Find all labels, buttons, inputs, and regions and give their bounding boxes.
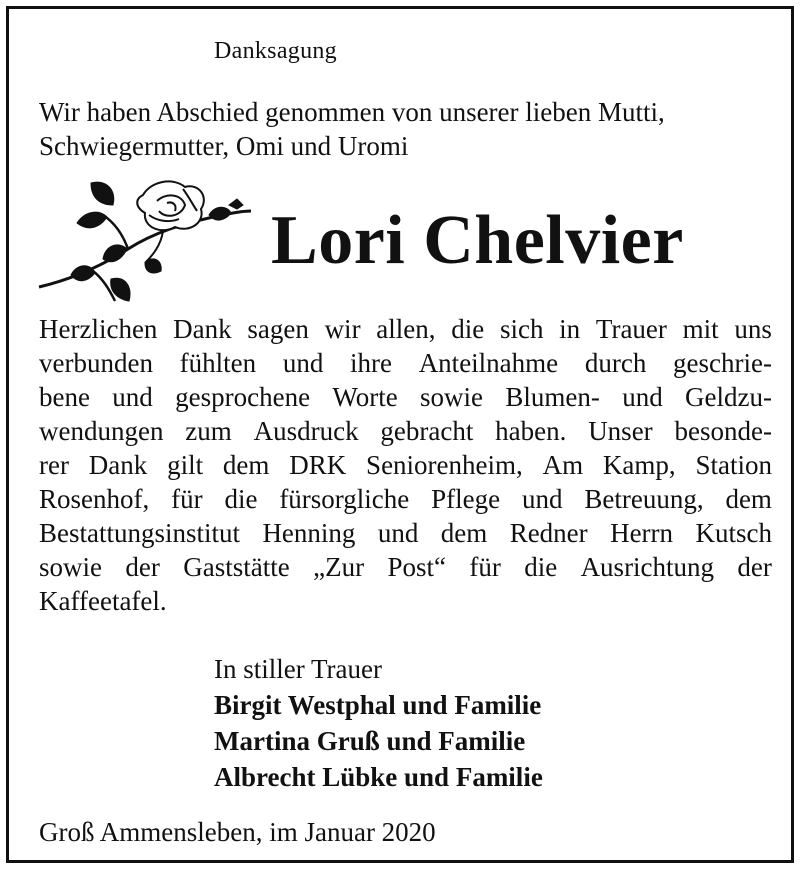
word: besonde- — [674, 416, 772, 446]
word: die — [451, 314, 485, 344]
word: mit — [682, 314, 719, 344]
word: Station — [695, 450, 772, 480]
word: DRK — [289, 450, 347, 480]
word: und — [521, 484, 563, 514]
word: dem — [725, 484, 772, 514]
word: Unser — [588, 416, 653, 446]
deceased-name: Lori Chelvier — [271, 202, 684, 279]
rose-branch-icon — [33, 175, 255, 305]
word: Herrn — [610, 518, 674, 548]
word: gebracht — [380, 416, 474, 446]
word: verbunden — [39, 348, 153, 378]
word: Dank — [173, 314, 232, 344]
word: Post“ — [387, 552, 446, 582]
intro-line: Schwiegermutter, Omi und Uromi — [39, 131, 409, 161]
word: gesprochene — [175, 382, 311, 412]
intro-text — [39, 95, 665, 163]
word: Ausrichtung — [580, 552, 715, 582]
word: wir — [324, 314, 361, 344]
text-line — [39, 448, 772, 482]
text-line — [39, 380, 772, 414]
word: der — [737, 552, 772, 582]
word: Worte — [332, 382, 398, 412]
word: sagen — [247, 314, 309, 344]
word: dem — [222, 450, 270, 480]
intro-line: Wir haben Abschied genommen von unserer lieben Mutti, — [39, 97, 665, 127]
word: „Zur — [313, 552, 365, 582]
word: geschrie- — [673, 348, 772, 378]
word: Dank — [88, 450, 148, 480]
word: sowie — [420, 382, 484, 412]
word: Trauer — [595, 314, 667, 344]
word: Kaffeetafel. — [39, 586, 167, 616]
word: Ausdruck — [253, 416, 359, 446]
notice-heading: Danksagung — [214, 38, 337, 64]
word: fürsorgliche — [279, 484, 410, 514]
word: Herzlichen — [39, 314, 158, 344]
word: sich — [499, 314, 544, 344]
word: der — [125, 552, 160, 582]
word: durch — [584, 348, 647, 378]
word: bene — [39, 382, 90, 412]
word: gilt — [167, 450, 204, 480]
family-name: Birgit Westphal und Familie — [214, 690, 542, 720]
word: Bestattungsinstitut — [39, 518, 241, 548]
word: Seniorenheim, — [366, 450, 523, 480]
place-and-date: Groß Ammensleben, im Januar 2020 — [39, 817, 436, 847]
obituary-notice — [6, 6, 794, 863]
signoff — [214, 651, 543, 795]
text-line — [39, 550, 772, 584]
word: Am — [542, 450, 584, 480]
word: zum — [185, 416, 232, 446]
word: Kutsch — [695, 518, 772, 548]
word: Gaststätte — [183, 552, 290, 582]
word: dem — [440, 518, 488, 548]
word: rer — [39, 450, 69, 480]
word: in — [559, 314, 581, 344]
word: ihre — [350, 348, 392, 378]
word: Henning — [262, 518, 356, 548]
text-line — [39, 346, 772, 380]
word: Redner — [509, 518, 588, 548]
word: und — [622, 382, 663, 412]
word: wendungen — [39, 416, 164, 446]
word: die — [224, 484, 258, 514]
word: und — [377, 518, 419, 548]
text-line — [39, 414, 772, 448]
thank-you-text — [39, 312, 772, 618]
word: Anteilnahme — [418, 348, 559, 378]
text-line — [39, 516, 772, 550]
family-name: Martina Gruß und Familie — [214, 726, 526, 756]
word: Kamp, — [602, 450, 676, 480]
word: Pflege — [431, 484, 501, 514]
signoff-intro: In stiller Trauer — [214, 654, 382, 684]
word: Geldzu- — [685, 382, 772, 412]
word: Betreuung, — [584, 484, 704, 514]
text-line — [39, 482, 772, 516]
word: für — [171, 484, 203, 514]
word: haben. — [495, 416, 567, 446]
word: und — [112, 382, 153, 412]
word: für — [469, 552, 501, 582]
word: Blumen- — [505, 382, 600, 412]
word: die — [524, 552, 558, 582]
word: allen, — [376, 314, 436, 344]
word: fühlten — [179, 348, 257, 378]
word: Rosenhof, — [39, 484, 150, 514]
family-name: Albrecht Lübke und Familie — [214, 762, 543, 792]
word: uns — [734, 314, 772, 344]
text-line — [39, 584, 772, 618]
word: und — [282, 348, 324, 378]
text-line — [39, 312, 772, 346]
word: sowie — [39, 552, 102, 582]
